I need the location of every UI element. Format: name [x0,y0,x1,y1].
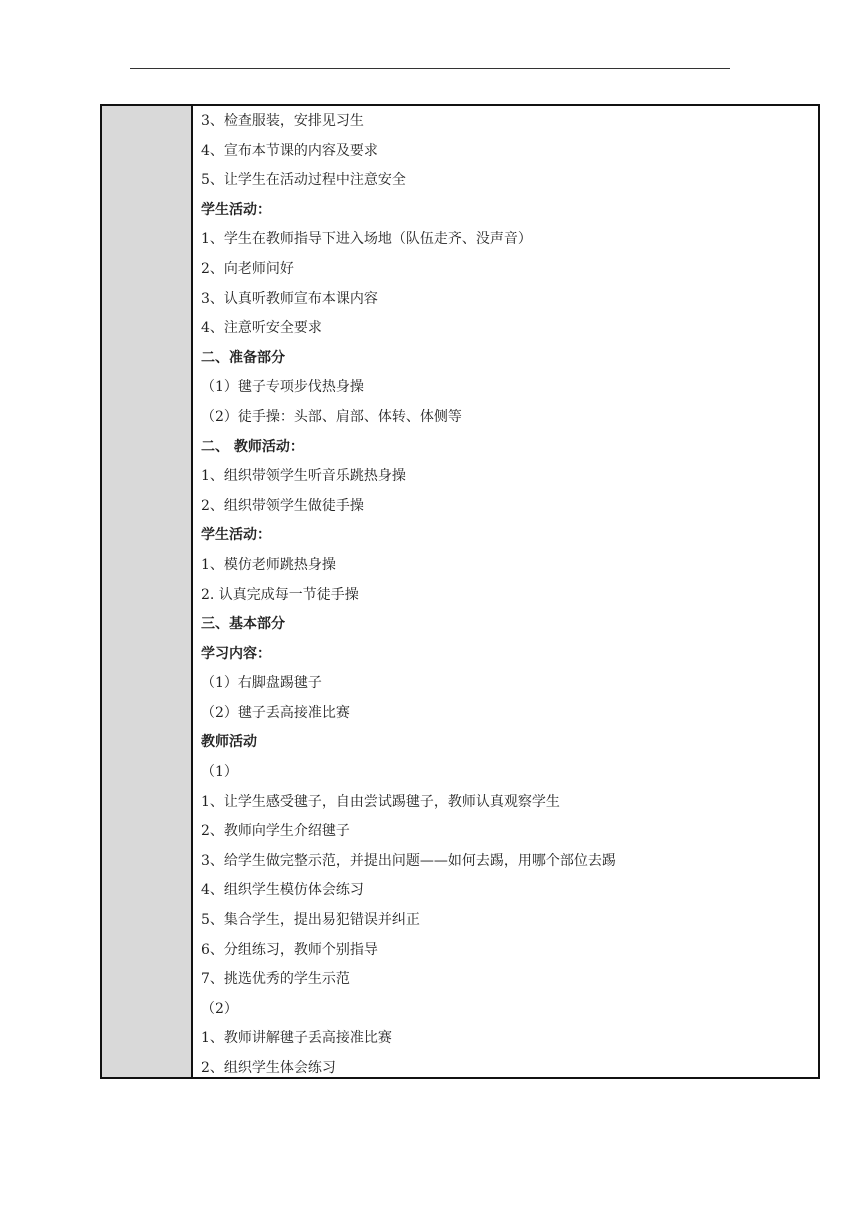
lesson-plan-table [100,104,820,1079]
content-line: 4、组织学生模仿体会练习 [201,882,364,899]
section-heading: 三、基本部分 [201,616,285,633]
content-line: 5、让学生在活动过程中注意安全 [201,172,406,189]
content-line: 3、检查服装，安排见习生 [201,113,364,129]
content-line: （1） [201,764,238,781]
header-rule [130,68,730,69]
content-line: 3、给学生做完整示范，并提出问题——如何去踢，用哪个部位去踢 [201,852,616,869]
content-line: 2、教师向学生介绍毽子 [201,823,350,840]
content-line: 7、挑选优秀的学生示范 [201,971,350,988]
content-line: （1）毽子专项步伐热身操 [201,379,364,396]
content-line: 4、宣布本节课的内容及要求 [201,142,378,159]
content-line: 2、组织带领学生做徒手操 [201,497,364,514]
content-line: 1、教师讲解毽子丢高接准比赛 [201,1030,392,1047]
section-heading: 学习内容： [201,645,271,662]
section-heading: 二、 教师活动： [201,438,304,455]
content-line: 6、分组练习，教师个别指导 [201,941,378,958]
content-line: 3、认真听教师宣布本课内容 [201,290,378,307]
label-column-cell [102,106,193,1077]
content-line: （1）右脚盘踢毽子 [201,675,322,692]
content-line: 4、注意听安全要求 [201,320,322,337]
content-line: 1、学生在教师指导下进入场地（队伍走齐、没声音） [201,231,532,248]
content-line: （2） [201,1000,238,1017]
content-line: 1、组织带领学生听音乐跳热身操 [201,468,406,485]
content-line: （2）毽子丢高接准比赛 [201,704,350,721]
content-line: 1、让学生感受毽子，自由尝试踢毽子，教师认真观察学生 [201,793,560,810]
section-heading: 二、准备部分 [201,349,285,366]
content-line: 2. 认真完成每一节徒手操 [201,586,359,603]
content-line: 5、集合学生，提出易犯错误并纠正 [201,912,420,929]
content-line: （2）徒手操：头部、肩部、体转、体侧等 [201,408,462,425]
section-heading: 学生活动： [201,201,271,218]
content-line: 2、向老师问好 [201,260,294,277]
content-column-cell [193,106,818,1077]
section-heading: 学生活动： [201,527,271,544]
content-line: 1、模仿老师跳热身操 [201,556,336,573]
content-line: 2、组织学生体会练习 [201,1060,336,1076]
section-heading: 教师活动 [201,734,257,751]
